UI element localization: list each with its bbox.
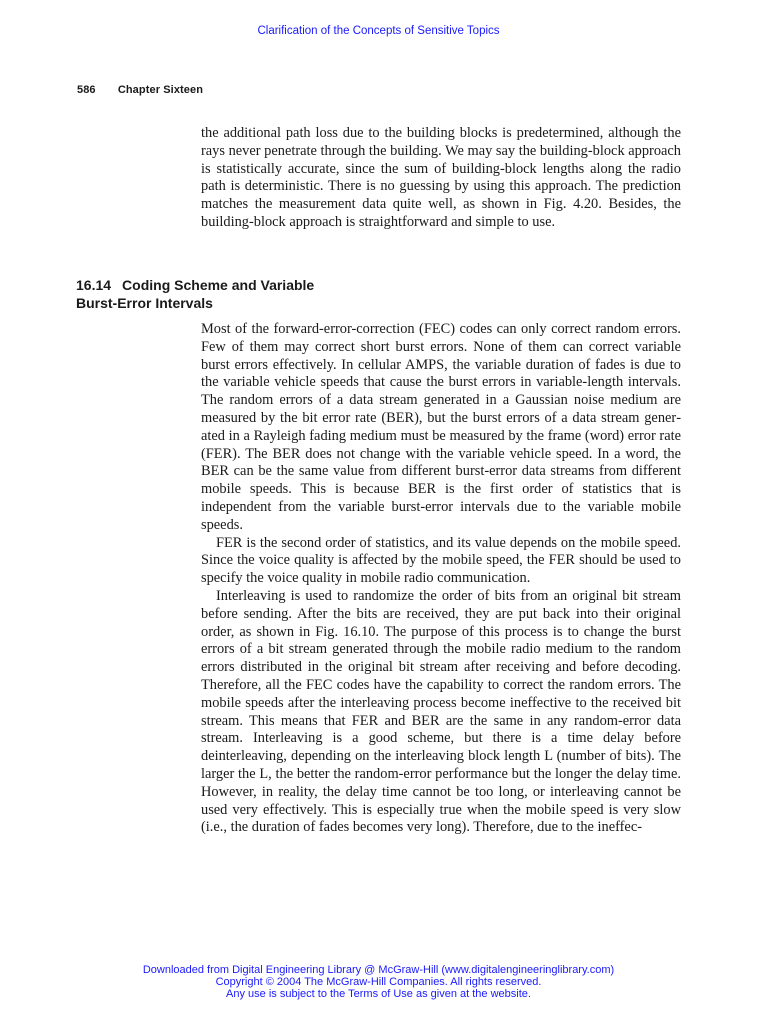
- section-title-line-1: Coding Scheme and Variable: [122, 277, 315, 293]
- section-paragraph-3: Interleaving is used to randomize the order of bits from an original bit stream before sending. After the bits are received, they are put back into their original order, as shown in Fig. 16.10. The purpose of this process is to change the burst errors of a bit stream generated through the mobile radio medium to the random errors distributed in the original bit stream after receiving and before decoding. Therefore, all the FEC codes have the capability to correct the random errors. The mobile speeds after the interleaving process become ineffective to the received bit stream. This means that FER and BER are the same in any random-error data stream. Interleaving is a good scheme, but there is a time delay before deinterleaving, depending on the interleaving block length L (number of bits). The larger the L, the better the random-error performance but the longer the delay time. However, in reality, the delay time cannot be too long, or interleaving cannot be used very effectively. This is especially true when the mobile speed is very slow (i.e., the duration of fades becomes very long). Therefore, due to the ineffec-: [201, 587, 681, 836]
- section-paragraph-2: FER is the second order of statistics, and its value depends on the mobile speed. Since the voice quality is affected by the mobile speed, the FER should be used to specify the voice quality in mobile radio communication.: [201, 534, 681, 587]
- page-footer: [0, 964, 757, 1000]
- running-head: [77, 84, 203, 96]
- chapter-title: Chapter Sixteen: [117, 84, 204, 96]
- intro-text-block: [201, 125, 681, 232]
- section-number: 16.14: [76, 277, 112, 293]
- top-title-link[interactable]: Clarification of the Concepts of Sensitive Topics: [257, 25, 500, 37]
- section-heading-line-1: [76, 276, 314, 294]
- footer-terms-link[interactable]: Any use is subject to the Terms of Use as given at the website.: [226, 988, 531, 1000]
- footer-download-link[interactable]: Downloaded from Digital Engineering Library @ McGraw-Hill (www.digitalengineeringlibrary.com): [142, 964, 615, 976]
- section-heading: [76, 276, 314, 312]
- section-paragraph-1: Most of the forward-error-correction (FEC) codes can only correct random errors. Few of them may correct short burst errors. None of them can correct variable burst errors effectively. In cellular AMPS, the variable duration of fades is due to the variable vehicle speeds that cause the burst errors in variable-length intervals. The random errors of a data stream generated in a Gaussian noise medium are measured by the bit error rate (BER), but the burst errors of a data stream generated in a Rayleigh fading medium must be measured by the frame (word) error rate (FER). The BER does not change with the variable vehicle speed. In a word, the BER can be the same value from different burst-error data streams from different mobile speeds. This is because BER is the first order of statistics that is independent from the variable burst-error intervals due to the variable mobile speeds.: [201, 321, 681, 533]
- section-body: [201, 321, 681, 837]
- page-number: 586: [77, 84, 96, 96]
- section-title-line-2: Burst-Error Intervals: [76, 295, 213, 311]
- footer-copyright: Copyright © 2004 The McGraw-Hill Companies. All rights reserved.: [215, 976, 542, 988]
- intro-paragraph: the additional path loss due to the building blocks is predetermined, although the rays never penetrate through the building. We may say the building-block approach is statistically accurate, since the sum of building-block lengths along the radio path is deterministic. There is no guessing by using this approach. The prediction matches the measurement data quite well, as shown in Fig. 4.20. Besides, the building-block approach is straightforward and simple to use.: [201, 125, 681, 230]
